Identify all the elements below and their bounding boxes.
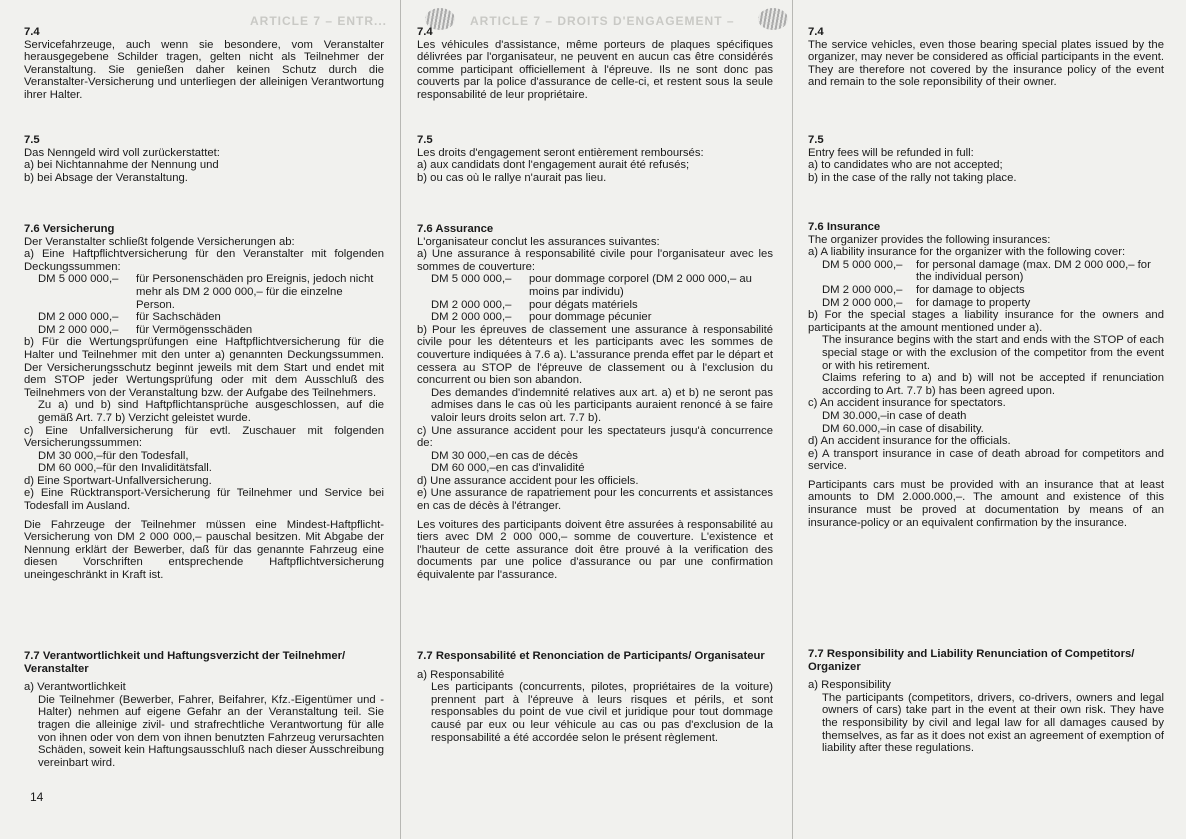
amount: DM 2 000 000,– (431, 298, 512, 311)
amount: DM 30 000,– (431, 449, 496, 462)
bleed-through-heading: ARTICLE 7 – DROITS D'ENGAGEMENT – (470, 14, 735, 28)
section-7-4 (417, 26, 773, 102)
list-item: a) Eine Haftpflichtversicherung für den Veranstalter mit folgenden Deckungssummen: (24, 248, 384, 273)
amount: DM 30 000,– (38, 449, 103, 462)
paragraph: Der Veranstalter schließt folgende Versicherungen ab: (24, 235, 295, 248)
description: for damage to objects (916, 283, 1025, 296)
section-number: 7.5 (808, 134, 824, 146)
table-row (822, 297, 1164, 310)
list-item: b) Für die Wertungsprüfungen eine Haftpflichtversicherung für die Halter und Teilnehmer mit den unter a) genannten Deckungssummen. Der Versicherungsschutz beginnt jeweils mit dem Start und endet mit dem STOP jeder Wertungsprüfung oder mit dem Ausschluß des Teilnehmers von der Veranstaltung bzw. der Aufgabe des Teilnehmers. (24, 336, 384, 399)
list-item: a) Responsabilité (417, 668, 505, 681)
description: en cas de décès (495, 449, 578, 462)
table-row (38, 273, 384, 311)
paragraph: Zu a) und b) sind Haftpflichtansprüche ausgeschlossen, auf die gemäß Art. 7.7 b) Verzicht geleistet wurde. (38, 399, 384, 424)
list-item: b) bei Absage der Veranstaltung. (24, 171, 188, 184)
section-7-4 (24, 26, 384, 102)
list-item: a) Une assurance à responsabilité civile pour l'organisateur avec les sommes de couverture: (417, 248, 773, 273)
table-row (431, 462, 773, 475)
description: in case of disability. (886, 422, 984, 435)
description: für Vermögensschäden (136, 323, 253, 336)
paragraph: Claims refering to a) and b) will not be accepted if renunciation according to Art. 7.7 b) has been agreed upon. (822, 372, 1164, 397)
amount: DM 5 000 000,– (431, 273, 512, 286)
list-item: d) Une assurance accident pour les officiels. (417, 474, 639, 487)
list-item: e) Eine Rücktransport-Versicherung für Teilnehmer und Service bei Todesfall im Ausland. (24, 487, 384, 513)
bleed-through-heading: ARTICLE 7 – ENTR... (250, 14, 388, 28)
table-row (431, 299, 773, 312)
section-7-5 (24, 134, 384, 184)
paragraph: Participants cars must be provided with an insurance that at least amounts to DM 2.000.000,–. The amount and existence of this insurance must be proved at documentation by means of an insurance-policy or an equivalent confirmation by the insurance. (808, 478, 1164, 529)
description: für den Invaliditätsfall. (102, 462, 212, 475)
paragraph: Die Teilnehmer (Bewerber, Fahrer, Beifahrer, Kfz.-Eigentümer und -Halter) nehmen auf eigene Gefahr an der Veranstaltung teil. Sie tragen die alleinige zivil- und strafrechtliche Verantwortung für alle von ihnen oder von dem von ihnen benutzten Fahrzeug verursachten Schäden, soweit kein Haftungsausschluß nach dieser Ausschreibung vereinbart wird. (38, 693, 384, 769)
table-row (38, 462, 384, 475)
description: pour dommage pécunier (529, 311, 652, 324)
list-item: b) in the case of the rally not taking place. (808, 171, 1017, 184)
description: für den Todesfall, (102, 449, 189, 462)
description: for personal damage (max. DM 2 000 000,– for the individual person) (916, 258, 1151, 284)
amount: DM 30.000,– (822, 409, 887, 422)
section-title: 7.7 Responsabilité et Renonciation de Participants/ Organisateur (417, 650, 765, 662)
list-item: e) A transport insurance in case of death abroad for competitors and service. (808, 447, 1164, 473)
paragraph: Servicefahrzeuge, auch wenn sie besondere, vom Veranstalter herausgegebene Schilder tragen, gelten nicht als Teilnehmer der Veranstaltung. Sie genießen daher keinen Schutz durch die Veranstalter-Versicherung und unterliegen der alleinigen Verantwortung ihrer Halter. (24, 38, 384, 101)
table-row (822, 410, 1164, 423)
list-item: a) to candidates who are not accepted; (808, 159, 1003, 172)
list-item: b) ou cas où le rallye n'aurait pas lieu. (417, 171, 607, 184)
paragraph: Die Fahrzeuge der Teilnehmer müssen eine Mindest-Haftpflicht-Versicherung von DM 2 000 000,– pauschal besitzen. Mit Abgabe der Nennung erklärt der Bewerber, daß für das genannte Fahrzeug eine diesen Vorschriften entsprechende Haftpflichtversicherung uneingeschränkt in Kraft ist. (24, 518, 384, 582)
paragraph: The service vehicles, even those bearing special plates issued by the organizer, may never be considered as official participants in the event. They are therefore not covered by the insurance policy of the event and remain to the sole reponsibility of their owner. (808, 38, 1164, 89)
list-item: a) Verantwortlichkeit (24, 681, 126, 694)
paragraph: L'organisateur conclut les assurances suivantes: (417, 235, 660, 248)
amount: DM 2 000 000,– (38, 323, 119, 336)
description: in case of death (886, 409, 967, 422)
list-item: d) An accident insurance for the officials. (808, 435, 1011, 448)
list-item: c) An accident insurance for spectators. (808, 397, 1006, 410)
section-7-4 (808, 26, 1164, 89)
table-row (822, 259, 1164, 284)
section-number: 7.4 (808, 26, 824, 38)
list-item: a) Responsibility (808, 679, 891, 692)
paragraph: Des demandes d'indemnité relatives aux art. a) et b) ne seront pas admises dans le cas où les participants auraient renoncé à se faire valoir leurs droits selon art. 7.7 b). (431, 386, 773, 424)
table-row (431, 450, 773, 463)
section-number: 7.4 (417, 26, 433, 38)
section-7-7 (417, 650, 773, 744)
amount: DM 5 000 000,– (38, 273, 119, 286)
section-number: 7.5 (24, 134, 40, 146)
table-row (822, 284, 1164, 297)
section-title: 7.6 Insurance (808, 221, 881, 233)
table-row (38, 311, 384, 324)
paragraph: Les véhicules d'assistance, même porteurs de plaques spécifiques délivrées par l'organisateur, ne peuvent en aucun cas être considérés comme participant officiellement à l'épreuve. Ils ne sont donc pas couverts par la police d'assurance de celle-ci, et restent sous la seule responsabilité de leur propriétaire. (417, 38, 773, 101)
table-row (822, 423, 1164, 436)
amount: DM 2 000 000,– (38, 311, 119, 324)
section-7-7 (808, 648, 1164, 755)
section-title: 7.7 Responsibility and Liability Renunciation of Competitors/ Organizer (808, 648, 1135, 673)
page-number: 14 (30, 790, 44, 804)
section-number: 7.4 (24, 26, 40, 38)
section-title: 7.7 Verantwortlichkeit und Haftungsverzicht der Teilnehmer/ Veranstalter (24, 650, 346, 675)
amount: DM 5 000 000,– (822, 258, 903, 271)
list-item: e) Une assurance de rapatriement pour les concurrents et assistances en cas de décès à l'étranger. (417, 487, 773, 513)
column-divider-right (792, 0, 793, 839)
amount: DM 60 000,– (431, 462, 496, 475)
list-item: b) For the special stages a liability insurance for the owners and participants at the amount mentioned under a). (808, 309, 1164, 334)
section-number: 7.5 (417, 134, 433, 146)
list-item: a) bei Nichtannahme der Nennung und (24, 159, 219, 172)
description: en cas d'invalidité (495, 462, 585, 475)
table-row (431, 273, 773, 298)
description: pour dégats matériels (529, 298, 638, 311)
paragraph: Les droits d'engagement seront entièrement remboursés: (417, 146, 704, 159)
list-item: d) Eine Sportwart-Unfallversicherung. (24, 474, 212, 487)
paragraph: Les participants (concurrents, pilotes, propriétaires de la voiture) prennent part à l'épreuve à leurs risques et périls, et sont responsables du point de vue civil et juridique pour tout dommage causé par eux ou leur véhicule au cas ou pas d'exclusion de la responsabilité a été accordée selon le présent règlement. (431, 681, 773, 744)
section-7-6 (24, 223, 384, 582)
paragraph: Das Nenngeld wird voll zurückerstattet: (24, 146, 220, 159)
description: für Sachschäden (136, 311, 221, 324)
description: for damage to property (916, 296, 1031, 309)
list-item: c) Eine Unfallversicherung für evtl. Zuschauer mit folgenden Versicherungssummen: (24, 424, 384, 450)
amount: DM 2 000 000,– (822, 296, 903, 309)
section-title: 7.6 Versicherung (24, 223, 115, 235)
paragraph: The insurance begins with the start and ends with the STOP of each special stage or with the exclusion of the competitor from the event or with his retirement. (822, 334, 1164, 372)
list-item: c) Une assurance accident pour les spectateurs jusqu'à concurrence de: (417, 424, 773, 450)
list-item: a) A liability insurance for the organizer with the following cover: (808, 246, 1126, 259)
section-7-6 (808, 221, 1164, 529)
column-divider-left (400, 0, 401, 839)
list-item: b) Pour les épreuves de classement une assurance à responsabilité civile pour les détenteurs et les participants avec les sommes de couverture indiquées à 7.6 a). L'assurance prenda effet par le départ et cessera au STOP de l'épreuve de classement ou à l'exclusion du concurrent ou bien son abandon. (417, 323, 773, 387)
section-title: 7.6 Assurance (417, 223, 494, 235)
table-row (38, 324, 384, 337)
section-7-7 (24, 650, 384, 769)
section-7-5 (808, 134, 1164, 184)
table-row (431, 311, 773, 324)
amount: DM 2 000 000,– (431, 311, 512, 324)
section-7-6 (417, 223, 773, 582)
description: pour dommage corporel (DM 2 000 000,– au moins par individu) (529, 273, 752, 298)
section-7-5 (417, 134, 773, 184)
list-item: a) aux candidats dont l'engagement aurait été refusés; (417, 159, 690, 172)
amount: DM 60 000,– (38, 462, 103, 475)
paragraph: The organizer provides the following insurances: (808, 233, 1051, 246)
amount: DM 2 000 000,– (822, 283, 903, 296)
table-row (38, 450, 384, 463)
description: für Personenschäden pro Ereignis, jedoch nicht mehr als DM 2 000 000,– für die einzelne Person. (136, 273, 374, 311)
paragraph: Les voitures des participants doivent être assurées à responsabilité au tiers avec DM 2 000 000,– somme de couverture. L'existence et l'hauteur de cette assurance doit être prouvé à la verification des documents par une police d'assurance ou par une confirmation équivalente par l'assurance. (417, 518, 773, 582)
amount: DM 60.000,– (822, 422, 887, 435)
paragraph: Entry fees will be refunded in full: (808, 146, 974, 159)
paragraph: The participants (competitors, drivers, co-drivers, owners and legal owners of cars) take part in the event at their own risk. They have the responsibility by civil and legal law for all damages caused by themselves, as far as it does not exist an agreement of exemption of liability after these regulations. (822, 691, 1164, 755)
